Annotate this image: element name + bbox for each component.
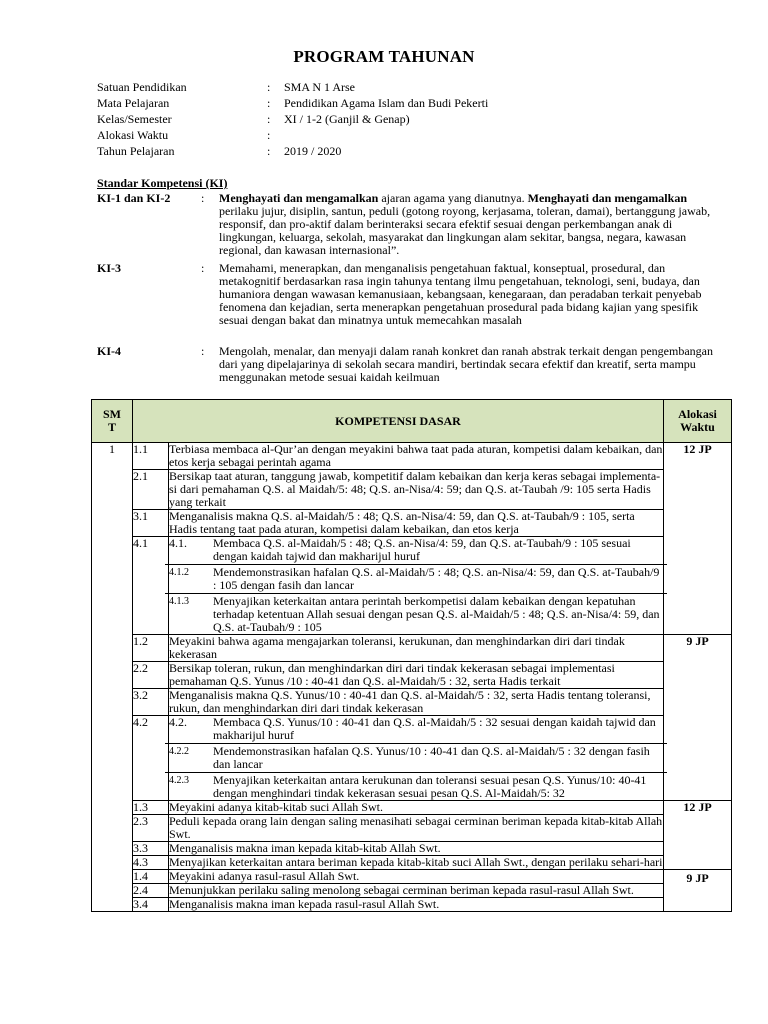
ki-bold-phrase: Menghayati dan mengamalkan	[527, 191, 687, 205]
kd-sub-item	[165, 743, 667, 771]
kd-text: Menganalisis makna iman kepada kitab-kitab Allah Swt.	[169, 842, 664, 856]
kd-sub-number: 4.1.2	[169, 567, 189, 578]
identity-value: 2019 / 2020	[284, 144, 342, 158]
ki-text	[219, 192, 716, 257]
kd-number: 4.2	[133, 716, 169, 801]
kd-text: Peduli kepada orang lain dengan saling menasihati sebagai cerminan beriman kepada kitab-kitab Allah Swt.	[169, 814, 663, 841]
table-row	[92, 842, 732, 856]
ki-text-part: ajaran agama yang dianutnya.	[378, 191, 528, 205]
header-smt: SMT	[92, 400, 133, 443]
ki-heading: Standar Kompetensi (KI)	[97, 176, 228, 190]
alokasi-waktu-cell: 9 JP	[664, 870, 732, 912]
ki-colon: :	[201, 191, 205, 205]
ki-label: KI-4	[97, 344, 121, 358]
kd-sub-text: Membaca Q.S. al-Maidah/5 : 48; Q.S. an-Nisa/4: 59, dan Q.S. at-Taubah/9 : 105 sesuai dengan kaidah tajwid dan makharijul huruf	[213, 536, 631, 563]
ki-label: KI-1 dan KI-2	[97, 191, 171, 205]
kd-text: Meyakini bahwa agama mengajarkan toleransi, kerukunan, dan menghindarkan diri dari tindak kekerasan	[169, 635, 664, 662]
alokasi-waktu-cell: 9 JP	[664, 635, 732, 801]
kd-sub-number: 4.1.3	[169, 596, 189, 607]
ki-text-part: perilaku jujur, disiplin, santun, peduli (gotong royong, kerjasama, toleran, damai), bertanggung jawab, responsif, dan pro-aktif dalam berinteraksi secara efektif sesuai dengan perkembangan anak di lingkungan, keluarga, sekolah, masyarakat dan lingkungan alam sekitar, bangsa, negara, kawasan regional, dan kawasan internasional”.	[219, 204, 711, 257]
kd-number: 1.1	[133, 443, 169, 470]
identity-value: SMA N 1 Arse	[284, 80, 356, 94]
kd-sub-text: Menyajikan keterkaitan antara kerukunan dan toleransi sesuai pesan Q.S. Yunus/10: 40-41 dengan menghindari tindak kekerasan sesuai pesan Q.S. Al-Maidah/5: 32	[213, 773, 647, 800]
ki-text: Mengolah, menalar, dan menyaji dalam ranah konkret dan ranah abstrak terkait dengan pengembangan dari yang dipelajarinya di sekolah secara mandiri, bertindak secara efektif dan kreatif, serta mampu menggunakan metode sesuai kaidah keilmuan	[219, 344, 713, 384]
table-row	[92, 689, 732, 716]
kd-number: 2.2	[133, 662, 169, 689]
kd-text: Menganalisis makna iman kepada rasul-rasul Allah Swt.	[169, 898, 664, 912]
kd-text: Terbiasa membaca al-Qur’an dengan meyakini bahwa taat pada aturan, kompetisi dalam kebaikan, dan etos kerja sebagai perintah agama	[169, 442, 663, 469]
header-kompetensi-dasar: KOMPETENSI DASAR	[133, 400, 664, 443]
ki-text: Memahami, menerapkan, dan menganalisis pengetahuan faktual, konseptual, prosedural, dan metakognitif berdasarkan rasa ingin tahunya tentang ilmu pengetahuan, teknologi, seni, budaya, dan humaniora dengan wawasan kemanusiaan, kebangsaan, kenegaraan, dan peradaban terkait penyebab fenomena dan kejadian, serta menerapkan pengetahuan prosedural pada bidang kajian yang spesifik sesuai dengan bakat dan minatnya untuk memecahkan masalah	[219, 261, 702, 327]
identity-label: Satuan Pendidikan	[97, 80, 187, 94]
table-row	[92, 884, 732, 898]
identity-colon: :	[267, 112, 271, 126]
alokasi-waktu-cell: 12 JP	[664, 443, 732, 635]
kd-sub-number: 4.2.2	[169, 746, 189, 757]
identity-colon: :	[267, 128, 271, 142]
identity-label: Tahun Pelajaran	[97, 144, 175, 158]
table-header-row	[92, 400, 732, 443]
kd-text: Menganalisis makna Q.S. al-Maidah/5 : 48; Q.S. an-Nisa/4: 59, dan Q.S. at-Taubah/9 : 105, serta Hadis tentang taat pada aturan, kompetisi dalam kebaikan, dan etos kerja	[169, 510, 664, 537]
kd-number: 2.4	[133, 884, 169, 898]
ki-label: KI-3	[97, 261, 121, 275]
semester-cell: 1	[92, 443, 133, 912]
table-row	[92, 898, 732, 912]
table-row	[92, 510, 732, 537]
kd-number: 1.2	[133, 635, 169, 662]
kd-text: Menyajikan keterkaitan antara beriman kepada kitab-kitab suci Allah Swt., dengan perilaku sehari-hari	[169, 855, 663, 869]
kd-sub-text: Mendemonstrasikan hafalan Q.S. al-Maidah/5 : 48; Q.S. an-Nisa/4: 59, dan Q.S. at-Taubah/9 : 105 dengan fasih dan lancar	[213, 565, 660, 592]
kd-number: 1.3	[133, 801, 169, 815]
kd-text: Meyakini adanya kitab-kitab suci Allah Swt.	[169, 801, 664, 815]
kd-number: 4.1	[133, 537, 169, 635]
kd-text: Menganalisis makna Q.S. Yunus/10 : 40-41 dan Q.S. al-Maidah/5 : 32, serta Hadis tentang toleransi, rukun, dan menghindarkan diri dari tindak kekerasan	[169, 689, 664, 716]
table-row	[92, 716, 732, 801]
table-row	[92, 870, 732, 884]
kd-number: 2.3	[133, 815, 169, 842]
page-title: PROGRAM TAHUNAN	[293, 47, 475, 66]
kd-sub-text: Menyajikan keterkaitan antara perintah berkompetisi dalam kebaikan dengan kepatuhan terhadap ketentuan Allah sesuai dengan pesan Q.S. al-Maidah/5 : 48; Q.S. an-Nisa/4: 59, dan Q.S. at-Taubah/9 : 105	[213, 594, 660, 634]
identity-colon: :	[267, 144, 271, 158]
kd-sub-number: 4.2.3	[169, 775, 189, 786]
header-alokasi-waktu: Alokasi Waktu	[664, 400, 732, 443]
ki-bold-phrase: Menghayati dan mengamalkan	[219, 191, 379, 205]
kd-number: 3.1	[133, 510, 169, 537]
kd-number: 4.3	[133, 856, 169, 870]
table-row	[92, 470, 732, 510]
kd-text	[169, 537, 664, 635]
kd-text	[169, 716, 664, 801]
kd-sub-item	[165, 772, 667, 800]
kd-sub-number: 4.1.	[169, 536, 187, 550]
kd-sub-number: 4.2.	[169, 715, 187, 729]
kd-number: 3.3	[133, 842, 169, 856]
table-body	[92, 443, 732, 912]
table-row	[92, 856, 732, 870]
kd-number: 2.1	[133, 470, 169, 510]
kd-text: Bersikap toleran, rukun, dan menghindarkan diri dari tindak kekerasan sebagai implementasi pemahaman Q.S. Yunus /10 : 40-41 dan Q.S. al-Maidah/5 : 32, serta Hadis terkait	[169, 662, 664, 689]
kd-text: Menunjukkan perilaku saling menolong sebagai cerminan beriman kepada rasul-rasul Allah Swt.	[169, 884, 664, 898]
identity-label: Kelas/Semester	[97, 112, 172, 126]
table-row	[92, 537, 732, 635]
identity-colon: :	[267, 80, 271, 94]
kd-number: 3.4	[133, 898, 169, 912]
ki-colon: :	[201, 261, 205, 275]
kd-sub-text: Mendemonstrasikan hafalan Q.S. Yunus/10 : 40-41 dan Q.S. al-Maidah/5 : 32 dengan fasih dan lancar	[213, 744, 650, 771]
identity-colon: :	[267, 96, 271, 110]
kd-number: 3.2	[133, 689, 169, 716]
kd-number: 1.4	[133, 870, 169, 884]
kompetensi-dasar-table	[91, 399, 732, 912]
identity-value: XI / 1-2 (Ganjil & Genap)	[284, 112, 410, 126]
kd-sub-item	[169, 537, 663, 563]
table-row	[92, 662, 732, 689]
kd-sub-item	[169, 716, 663, 742]
identity-label: Alokasi Waktu	[97, 128, 169, 142]
ki-colon: :	[201, 344, 205, 358]
kd-text: Bersikap taat aturan, tanggung jawab, kompetitif dalam kebaikan dan kerja keras sebagai implementa-si dari pemahaman Q.S. al Maidah/5: 48; Q.S. an-Nisa/4: 59; dan Q.S. at-Taubah /9: 105 serta Hadis yang terkait	[169, 470, 664, 510]
table-row	[92, 815, 732, 842]
identity-value: Pendidikan Agama Islam dan Budi Pekerti	[284, 96, 489, 110]
alokasi-waktu-cell: 12 JP	[664, 801, 732, 870]
kd-sub-text: Membaca Q.S. Yunus/10 : 40-41 dan Q.S. al-Maidah/5 : 32 sesuai dengan kaidah tajwid dan makharijul huruf	[213, 715, 656, 742]
identity-label: Mata Pelajaran	[97, 96, 170, 110]
kd-text: Meyakini adanya rasul-rasul Allah Swt.	[169, 870, 664, 884]
kd-sub-item	[165, 593, 667, 634]
table-row	[92, 443, 732, 470]
table-row	[92, 801, 732, 815]
table-row	[92, 635, 732, 662]
kd-sub-item	[165, 564, 667, 592]
